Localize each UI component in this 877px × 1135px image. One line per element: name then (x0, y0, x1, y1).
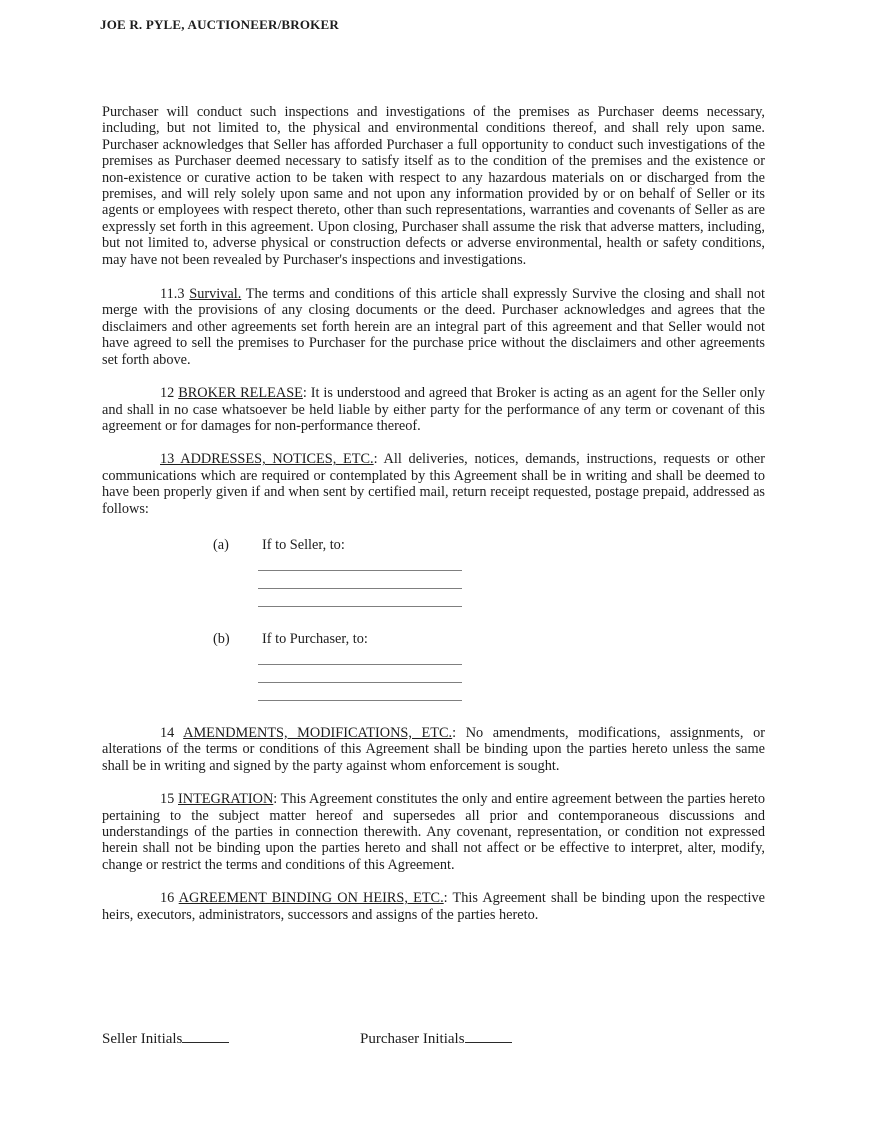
purchaser-initials-blank[interactable] (465, 1029, 512, 1043)
address-purchaser-blank-line-1[interactable] (258, 647, 462, 665)
section-binding-body: : This Agreement shall be binding upon the respective heirs, executors, administrators, successors and assigns of the parties hereto. (102, 890, 765, 923)
address-seller-blanks (102, 553, 765, 607)
address-purchaser-caption: If to Purchaser, to: (262, 630, 368, 647)
purchaser-initials-field (360, 1029, 512, 1048)
section-broker-release-number: 12 (160, 385, 179, 402)
document-body (102, 104, 765, 940)
section-integration-title: INTEGRATION (177, 791, 274, 808)
address-seller-letter: (a) (213, 536, 229, 553)
section-broker-release-title: BROKER RELEASE (178, 385, 303, 402)
section-integration (102, 791, 765, 873)
intro-paragraph: Purchaser will conduct such inspections and investigations of the premises as Purchaser deems necessary, including, but not limited to, the physical and environmental conditions thereof, and shall rely upon same. Purchaser acknowledges that Seller has afforded Purchaser a full opportunity to conduct such investigations of the premises as Purchaser deemed necessary to satisfy itself as to the condition of the premises and the existence or non-existence or curative action to be taken with respect to any hazardous materials on or discharged from the premises, and will rely solely upon same and not upon any information provided by or on behalf of Seller or its agents or employees with respect thereto, other than such representations, warranties and covenants of Seller as are expressly set forth in this agreement. Upon closing, Purchaser shall assume the risk that adverse matters, including, but not limited to, adverse physical or construction defects or adverse environmental, health or safety conditions, may have not been revealed by Purchaser's inspections and investigations. (102, 104, 765, 268)
address-seller-label-row (102, 537, 765, 553)
purchaser-initials-label: Purchaser Initials (360, 1031, 465, 1047)
section-integration-number: 15 (160, 791, 178, 808)
section-amendments-number: 14 (160, 724, 184, 741)
section-survival-number: 11.3 (160, 286, 190, 303)
section-addresses-title: 13 ADDRESSES, NOTICES, ETC. (160, 451, 374, 468)
section-survival-title: Survival. (189, 286, 242, 303)
section-amendments-body: : No amendments, modifications, assignments, or alterations of the terms or conditions of this Agreement shall be binding upon the parties hereto unless the same shall be in writing and signed by the party against whom enforcement is sought. (102, 724, 765, 774)
address-purchaser-blank-line-3[interactable] (258, 683, 462, 701)
section-survival-body: The terms and conditions of this article shall expressly Survive the closing and shall not merge with the provisions of any closing documents or the deed. Purchaser acknowledges and agrees that the disclaimers and other agreements set forth herein are an integral part of this agreement and that Seller would not have agreed to sell the premises to Purchaser for the purchase price without the disclaimers and other agreements set forth above. (102, 286, 765, 368)
address-purchaser-blanks (102, 647, 765, 701)
address-purchaser-blank-line-2[interactable] (258, 665, 462, 683)
address-purchaser-label-row (102, 631, 765, 647)
address-block-purchaser (102, 631, 765, 701)
seller-initials-blank[interactable] (182, 1029, 229, 1043)
section-survival (102, 286, 765, 368)
section-binding-title: AGREEMENT BINDING ON HEIRS, ETC. (178, 890, 444, 907)
seller-initials-label: Seller Initials (102, 1031, 183, 1047)
address-seller-caption: If to Seller, to: (262, 536, 345, 553)
address-seller-blank-line-3[interactable] (258, 589, 462, 607)
section-addresses-notices (102, 451, 765, 517)
address-block-seller (102, 537, 765, 607)
section-amendments-title: AMENDMENTS, MODIFICATIONS, ETC. (183, 724, 453, 741)
seller-initials-field (102, 1029, 229, 1048)
address-purchaser-letter: (b) (213, 630, 230, 647)
section-binding-number: 16 (160, 890, 179, 907)
document-header-title: JOE R. PYLE, AUCTIONEER/BROKER (100, 17, 339, 32)
initials-footer (0, 1029, 877, 1053)
section-amendments (102, 725, 765, 774)
section-addresses-body: : All deliveries, notices, demands, instructions, requests or other communications which are required or contemplated by this Agreement shall be in writing and shall be deemed to have been properly given if and when sent by certified mail, return receipt requested, postage prepaid, addressed as follows: (102, 451, 765, 517)
address-seller-blank-line-1[interactable] (258, 553, 462, 571)
section-integration-body: : This Agreement constitutes the only and entire agreement between the parties hereto pertaining to the subject matter hereof and supersedes all prior and contemporaneous discussions and understandings of the parties in connection therewith. Any covenant, representation, or condition not expressed herein shall not be binding upon the parties hereto and shall not affect or be effective to interpret, alter, modify, change or restrict the terms and conditions of this Agreement. (102, 791, 765, 873)
section-broker-release-body: : It is understood and agreed that Broker is acting as an agent for the Seller only and shall in no case whatsoever be held liable by either party for the performance of any term or covenant of this agreement or for damages for non-performance thereof. (102, 385, 765, 434)
address-seller-blank-line-2[interactable] (258, 571, 462, 589)
section-binding-on-heirs (102, 890, 765, 923)
section-broker-release (102, 385, 765, 434)
